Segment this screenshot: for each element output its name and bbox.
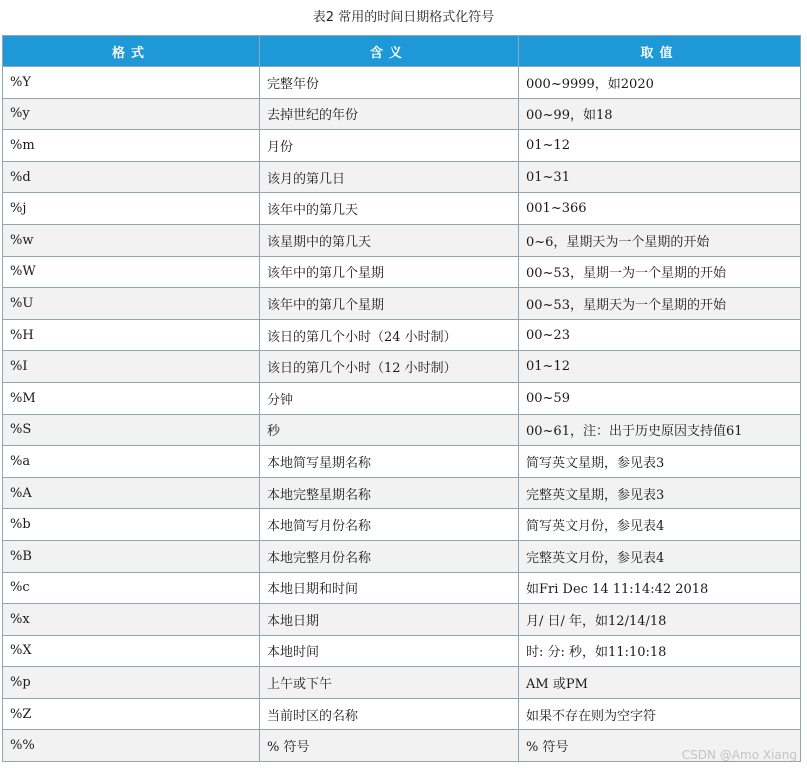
meaning-cell: 该月的第几日 <box>260 161 519 193</box>
value-cell: 00~99，如18 <box>519 98 801 130</box>
format-cell: %B <box>3 540 260 572</box>
table-row <box>3 256 801 288</box>
table-row <box>3 193 801 225</box>
table-row <box>3 414 801 446</box>
format-table <box>2 35 801 762</box>
format-cell: %Z <box>3 698 260 730</box>
table-row <box>3 288 801 320</box>
table-row <box>3 604 801 636</box>
meaning-cell: 本地日期和时间 <box>260 572 519 604</box>
table-header-row <box>3 36 801 67</box>
value-cell: 001~366 <box>519 193 801 225</box>
value-cell: 月/ 日/ 年，如12/14/18 <box>519 604 801 636</box>
table-row <box>3 477 801 509</box>
format-cell: %A <box>3 477 260 509</box>
table-row <box>3 572 801 604</box>
meaning-cell: 秒 <box>260 414 519 446</box>
meaning-cell: 该日的第几个小时（12 小时制） <box>260 351 519 383</box>
value-cell: 01~31 <box>519 161 801 193</box>
value-cell: 00~59 <box>519 382 801 414</box>
header-meaning: 含义 <box>260 36 519 67</box>
format-cell: %X <box>3 635 260 667</box>
table-row <box>3 161 801 193</box>
meaning-cell: 本地完整月份名称 <box>260 540 519 572</box>
value-cell: 0~6，星期天为一个星期的开始 <box>519 224 801 256</box>
meaning-cell: 分钟 <box>260 382 519 414</box>
table-row <box>3 446 801 478</box>
format-cell: %c <box>3 572 260 604</box>
value-cell: 简写英文星期，参见表3 <box>519 446 801 478</box>
header-value: 取值 <box>519 36 801 67</box>
meaning-cell: 该日的第几个小时（24 小时制） <box>260 319 519 351</box>
meaning-cell: 去掉世纪的年份 <box>260 98 519 130</box>
meaning-cell: 完整年份 <box>260 67 519 99</box>
format-cell: %I <box>3 351 260 383</box>
value-cell: AM 或PM <box>519 667 801 699</box>
header-format: 格式 <box>3 36 260 67</box>
format-cell: %w <box>3 224 260 256</box>
value-cell: % 符号 <box>519 730 801 762</box>
format-cell: %S <box>3 414 260 446</box>
format-cell: %U <box>3 288 260 320</box>
value-cell: 简写英文月份，参见表4 <box>519 509 801 541</box>
value-cell: 如Fri Dec 14 11:14:42 2018 <box>519 572 801 604</box>
meaning-cell: 当前时区的名称 <box>260 698 519 730</box>
format-cell: %x <box>3 604 260 636</box>
format-cell: %m <box>3 130 260 162</box>
table-row <box>3 540 801 572</box>
meaning-cell: 本地简写月份名称 <box>260 509 519 541</box>
value-cell: 01~12 <box>519 130 801 162</box>
format-cell: %M <box>3 382 260 414</box>
format-cell: %y <box>3 98 260 130</box>
watermark: CSDN @Amo Xiang <box>681 748 797 762</box>
meaning-cell: 该年中的第几天 <box>260 193 519 225</box>
meaning-cell: 月份 <box>260 130 519 162</box>
table-row <box>3 319 801 351</box>
meaning-cell: 该年中的第几个星期 <box>260 288 519 320</box>
format-cell: %p <box>3 667 260 699</box>
table-row <box>3 635 801 667</box>
table-row <box>3 509 801 541</box>
value-cell: 00~61，注：出于历史原因支持值61 <box>519 414 801 446</box>
meaning-cell: 该星期中的第几天 <box>260 224 519 256</box>
value-cell: 完整英文星期，参见表3 <box>519 477 801 509</box>
table-row <box>3 698 801 730</box>
table-row <box>3 382 801 414</box>
meaning-cell: 上午或下午 <box>260 667 519 699</box>
meaning-cell: 本地完整星期名称 <box>260 477 519 509</box>
meaning-cell: 本地日期 <box>260 604 519 636</box>
value-cell: 完整英文月份，参见表4 <box>519 540 801 572</box>
value-cell: 00~23 <box>519 319 801 351</box>
format-cell: %d <box>3 161 260 193</box>
meaning-cell: % 符号 <box>260 730 519 762</box>
meaning-cell: 该年中的第几个星期 <box>260 256 519 288</box>
table-row <box>3 130 801 162</box>
value-cell: 00~53，星期一为一个星期的开始 <box>519 256 801 288</box>
format-cell: %% <box>3 730 260 762</box>
table-row <box>3 667 801 699</box>
table-row <box>3 67 801 99</box>
table-caption: 表2 常用的时间日期格式化符号 <box>312 10 495 25</box>
value-cell: 如果不存在则为空字符 <box>519 698 801 730</box>
format-cell: %j <box>3 193 260 225</box>
format-cell: %b <box>3 509 260 541</box>
meaning-cell: 本地时间 <box>260 635 519 667</box>
format-cell: %H <box>3 319 260 351</box>
value-cell: 00~53，星期天为一个星期的开始 <box>519 288 801 320</box>
value-cell: 000~9999，如2020 <box>519 67 801 99</box>
value-cell: 01~12 <box>519 351 801 383</box>
table-row <box>3 224 801 256</box>
format-cell: %W <box>3 256 260 288</box>
meaning-cell: 本地简写星期名称 <box>260 446 519 478</box>
format-cell: %Y <box>3 67 260 99</box>
format-cell: %a <box>3 446 260 478</box>
table-row <box>3 351 801 383</box>
table-row <box>3 98 801 130</box>
value-cell: 时: 分: 秒，如11:10:18 <box>519 635 801 667</box>
